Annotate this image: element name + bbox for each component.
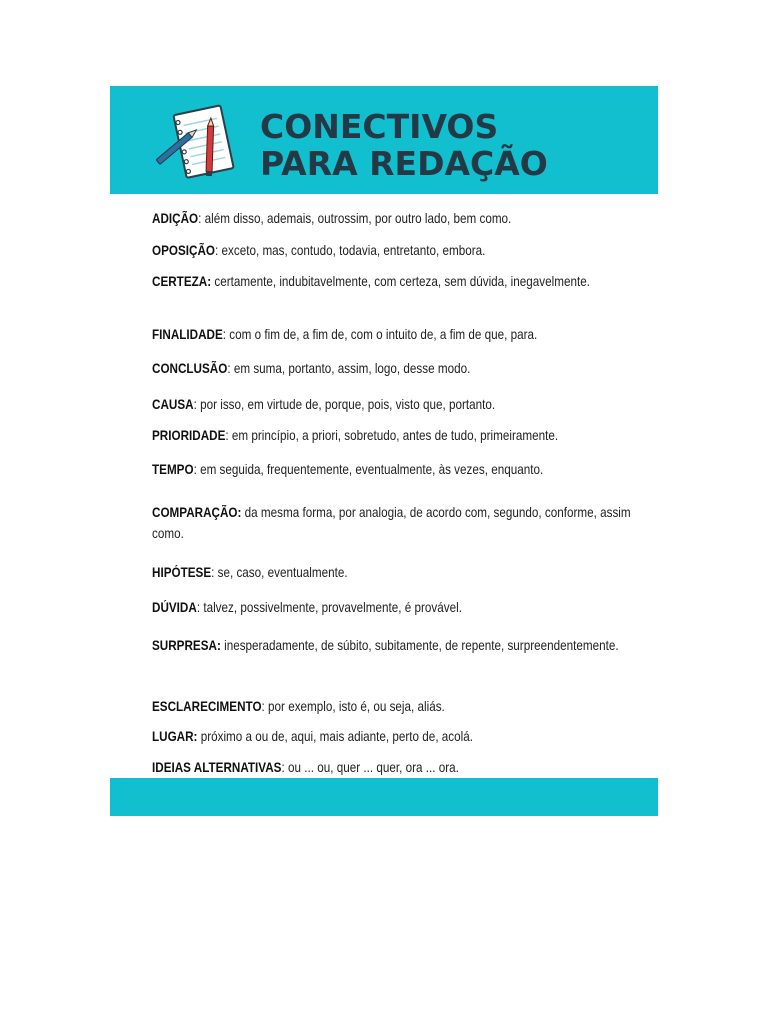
conectivos-card [110, 86, 658, 816]
entry-text: : com o fim de, a fim de, com o intuito de, a fim de que, para. [222, 327, 538, 342]
list-item-adicao [152, 208, 638, 229]
list-item-comparacao [152, 502, 638, 544]
entry-text: : além disso, ademais, outrossim, por outro lado, bem como. [198, 211, 512, 226]
entry-label: COMPARAÇÃO: [152, 505, 242, 520]
footer-banner [110, 778, 658, 816]
entry-text: inesperadamente, de súbito, subitamente, de repente, surpreendentemente. [220, 638, 619, 653]
entry-label: CERTEZA: [152, 274, 212, 289]
entry-text: : se, caso, eventualmente. [211, 565, 348, 580]
entry-text: próximo a ou de, aqui, mais adiante, perto de, acolá. [197, 729, 474, 744]
entry-label: ESCLARECIMENTO [152, 699, 262, 714]
list-item-surpresa [152, 635, 638, 656]
header-banner [110, 86, 658, 194]
entry-label: SURPRESA: [152, 638, 221, 653]
title-line-1: CONECTIVOS [260, 107, 499, 146]
list-item-lugar [152, 726, 638, 747]
entry-text: : em suma, portanto, assim, logo, desse modo. [227, 361, 471, 376]
entry-text: : em princípio, a priori, sobretudo, antes de tudo, primeiramente. [225, 428, 559, 443]
list-item-finalidade [152, 324, 638, 345]
entry-text: : em seguida, frequentemente, eventualmente, às vezes, enquanto. [193, 462, 544, 477]
entry-text: : talvez, possivelmente, provavelmente, é provável. [196, 600, 462, 615]
entry-label: OPOSIÇÃO [152, 243, 216, 258]
entry-label: PRIORIDADE [152, 428, 226, 443]
list-item-conclusao [152, 358, 638, 379]
entry-text: : por exemplo, isto é, ou seja, aliás. [261, 699, 445, 714]
list-item-certeza [152, 271, 638, 292]
list-item-hipotese [152, 562, 638, 583]
notebook-pencil-icon [152, 104, 240, 180]
list-item-oposicao [152, 240, 638, 261]
entry-label: FINALIDADE [152, 327, 223, 342]
entry-label: HIPÓTESE [152, 565, 212, 580]
entry-label: IDEIAS ALTERNATIVAS [152, 760, 282, 775]
entry-text: : exceto, mas, contudo, todavia, entretanto, embora. [215, 243, 486, 258]
list-item-causa [152, 394, 638, 415]
entry-text: : ou ... ou, quer ... quer, ora ... ora. [281, 760, 459, 775]
entry-label: TEMPO [152, 462, 194, 477]
list-item-ideias-alternativas [152, 757, 638, 778]
entry-label: LUGAR: [152, 729, 198, 744]
list-item-esclarecimento [152, 696, 638, 717]
list-item-prioridade [152, 425, 638, 446]
entry-label: CAUSA [152, 397, 194, 412]
entry-text: da mesma forma, por analogia, de acordo com, segundo, conforme, assim como. [152, 505, 631, 541]
entry-label: CONCLUSÃO [152, 361, 228, 376]
entry-text: certamente, indubitavelmente, com certeza, sem dúvida, inegavelmente. [211, 274, 590, 289]
title-line-2: PARA REDAÇÃO [260, 144, 548, 183]
entry-label: DÚVIDA [152, 600, 197, 615]
entry-label: ADIÇÃO [152, 211, 199, 226]
list-item-tempo [152, 459, 638, 480]
entry-text: : por isso, em virtude de, porque, pois, visto que, portanto. [193, 397, 496, 412]
page-title [260, 108, 548, 182]
list-item-duvida [152, 597, 638, 618]
